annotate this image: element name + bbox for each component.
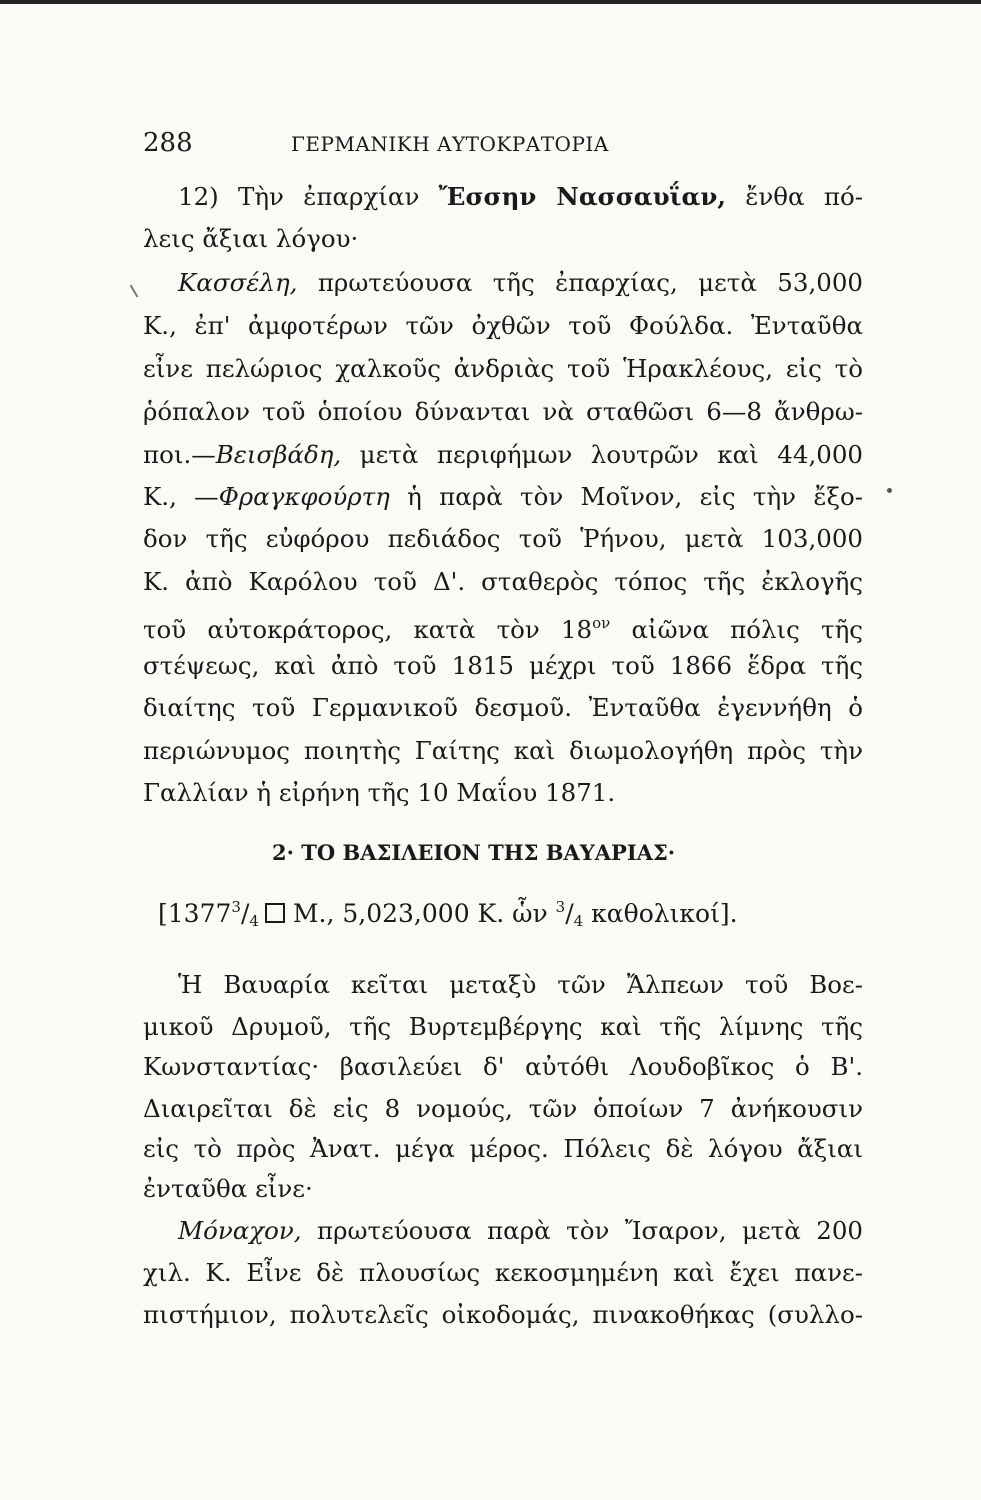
italic-term: Φραγκφούρτη	[218, 482, 390, 511]
text-span: 12) Τὴν ἐπαρχίαν	[178, 182, 439, 211]
margin-mark	[130, 284, 139, 297]
superscript: ον	[592, 614, 611, 632]
text-line: Γαλλίαν ἡ εἰρήνη τῆς 10 Μαΐου 1871.	[143, 778, 616, 807]
margin-dot	[887, 488, 892, 493]
text-line: ἐνταῦθα εἶνε·	[143, 1174, 313, 1203]
text-line	[143, 482, 863, 512]
text-span: πρωτεύουσα παρὰ τὸν Ἴσαρον, μετὰ 200	[301, 1216, 863, 1245]
italic-term: Βεισβάδη,	[215, 440, 342, 469]
italic-term: Μόναχον,	[178, 1216, 302, 1245]
text-span: ἔνθα πό-	[725, 182, 863, 211]
square-icon	[265, 903, 285, 923]
text-line: εἶνε πελώριος χαλκοῦς ἀνδριὰς τοῦ Ἡρακλέους, εἰς τὸ	[143, 354, 863, 383]
text-line: Διαιρεῖται δὲ εἰς 8 νομούς, τῶν ὁποίων 7 ἀνήκουσιν	[143, 1094, 863, 1123]
section-heading: 2· ΤΟ ΒΑΣΙΛΕΙΟΝ ΤΗΣ ΒΑΥΑΡΙΑΣ·	[272, 840, 676, 865]
text-line: Κωνσταντίας· βασιλεύει δ' αὐτόθι Λουδοβῖκος ὁ Β'.	[143, 1052, 863, 1081]
text-span: ποι.—	[143, 440, 216, 469]
text-line	[143, 268, 863, 298]
bold-term: Ἔσσην Νασσαυΐαν,	[438, 182, 726, 211]
text-span: αἰῶνα πόλις τῆς	[610, 615, 864, 644]
text-line	[143, 182, 863, 212]
text-span: [1377	[158, 899, 232, 928]
page-number: 288	[143, 128, 193, 158]
text-line: δον τῆς εὐφόρου πεδιάδος τοῦ Ῥήνου, μετὰ 103,000	[143, 524, 863, 553]
text-span: πρωτεύουσα τῆς ἐπαρχίας, μετὰ 53,000	[297, 268, 863, 297]
text-line	[143, 1216, 863, 1246]
text-span: μετὰ περιφήμων λουτρῶν καὶ 44,000	[341, 440, 863, 469]
page-header	[143, 128, 863, 168]
running-title: ΓΕΡΜΑΝΙΚΗ ΑΥΤΟΚΡΑΤΟΡΙΑ	[291, 132, 609, 156]
text-line: πιστήμιον, πολυτελεῖς οἰκοδομάς, πινακοθήκας (συλλο-	[143, 1300, 863, 1329]
stats-line: [$1377^3/_4$ Μ., 5,023,000 Κ. ὧν $^3/_4$ καθολικοί].	[158, 898, 738, 930]
text-line: μικοῦ Δρυμοῦ, τῆς Βυρτεμβέργης καὶ τῆς λίμνης τῆς	[143, 1012, 863, 1041]
text-line: χιλ. Κ. Εἶνε δὲ πλουσίως κεκοσμημένη καὶ ἔχει πανε-	[143, 1258, 863, 1287]
text-span: Κ., —	[143, 482, 219, 511]
text-span: καθολικοί].	[591, 899, 738, 928]
text-line: διαίτης τοῦ Γερμανικοῦ δεσμοῦ. Ἐνταῦθα ἐγεννήθη ὁ	[143, 693, 863, 722]
top-edge-rule	[0, 0, 981, 4]
text-line: Κ., ἐπ' ἀμφοτέρων τῶν ὀχθῶν τοῦ Φούλδα. Ἐνταῦθα	[143, 311, 863, 340]
text-line: ῥόπαλον τοῦ ὁποίου δύνανται νὰ σταθῶσι 6—8 ἄνθρω-	[143, 397, 863, 426]
text-line	[143, 440, 863, 470]
text-span: τοῦ αὐτοκράτορος, κατὰ τὸν 18	[143, 615, 593, 644]
text-span: ἡ παρὰ τὸν Μοῖνον, εἰς τὴν ἔξο-	[389, 482, 864, 511]
fraction-denominator: 4	[573, 912, 584, 930]
text-span: Μ., 5,023,000 Κ. ὧν	[292, 899, 548, 928]
fraction-numerator: 3	[555, 898, 566, 916]
italic-term: Κασσέλη,	[178, 268, 298, 297]
text-line	[143, 608, 863, 645]
text-line: στέψεως, καὶ ἀπὸ τοῦ 1815 μέχρι τοῦ 1866 ἕδρα τῆς	[143, 651, 863, 680]
text-line: Ἡ Βαυαρία κεῖται μεταξὺ τῶν Ἄλπεων τοῦ Βοε-	[178, 970, 863, 999]
text-line: εἰς τὸ πρὸς Ἀνατ. μέγα μέρος. Πόλεις δὲ λόγου ἄξιαι	[143, 1134, 863, 1163]
fraction-numerator: 3	[231, 898, 241, 916]
text-line: περιώνυμος ποιητὴς Γαίτης καὶ διωμολογήθη πρὸς τὴν	[143, 736, 863, 765]
fraction-denominator: 4	[249, 912, 259, 930]
text-line: Κ. ἀπὸ Καρόλου τοῦ Δ'. σταθερὸς τόπος τῆς ἐκλογῆς	[143, 567, 863, 596]
text-line: λεις ἄξιαι λόγου·	[143, 224, 359, 253]
